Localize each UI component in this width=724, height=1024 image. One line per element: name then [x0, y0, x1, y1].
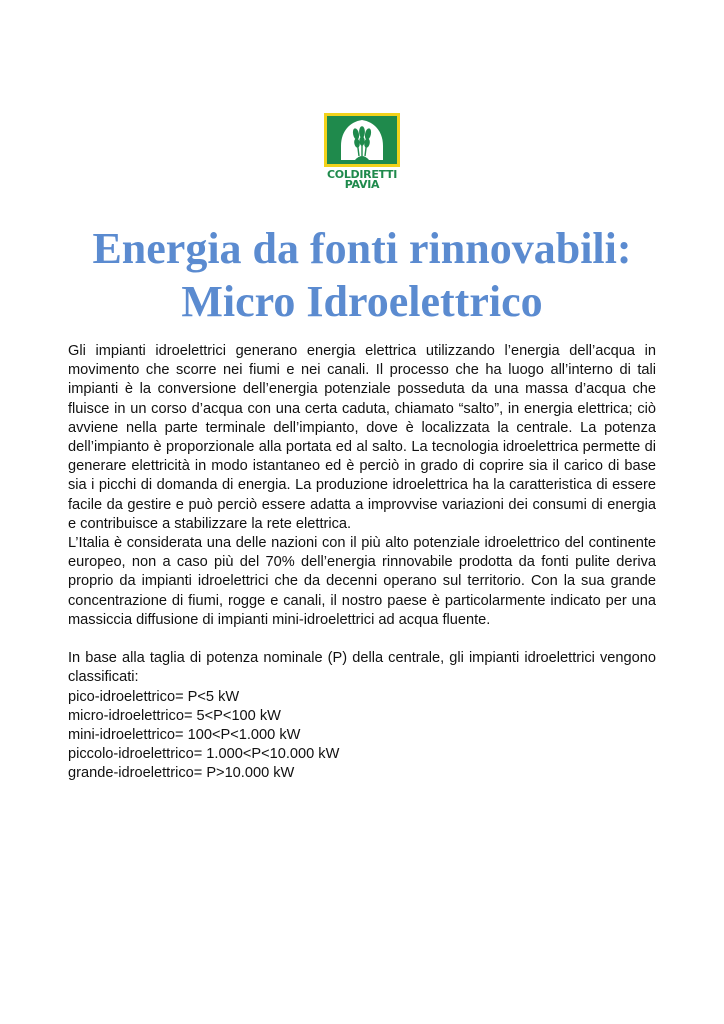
- list-item: mini-idroelettrico= 100<P<1.000 kW: [68, 727, 301, 744]
- list-item: grande-idroelettrico= P>10.000 kW: [68, 765, 295, 782]
- document-body: [68, 342, 656, 784]
- paragraph-spacer: [68, 630, 656, 649]
- title-line-2: Micro Idroelettrico: [181, 277, 543, 326]
- paragraph-classification: In base alla taglia di potenza nominale (P) della centrale, gli impianti idroelettrici vengono classificati:: [68, 650, 656, 686]
- logo-text-pavia: PAVIA: [344, 178, 380, 191]
- paragraph-italy: L’Italia è considerata una delle nazioni con il più alto potenziale idroelettrico del continente europeo, non a caso più del 70% dell’energia rinnovabile prodotta da fonti pulite deriva proprio da impianti idroelettrici che da decenni operano sul territorio. Con la sua grande concentrazione di fiumi, rogge e canali, il nostro paese è particolarmente indicato per una massiccia diffusione di impianti mini-idroelettrici ad acqua fluente.: [68, 535, 656, 628]
- paragraph-intro: Gli impianti idroelettrici generano energia elettrica utilizzando l’energia dell’acqua in movimento che scorre nei fiumi e nei canali. Il processo che ha luogo all’interno di tali impianti è la conversione dell’energia potenziale posseduta da una massa d’acqua che fluisce in un corso d’acqua con una certa caduta, chiamato “salto”, in energia elettrica; ciò avviene nella parte terminale dell’impianto, dove è localizzata la centrale. La potenza dell’impianto è proporzionale alla portata ed al salto. La tecnologia idroelettrica permette di generare elettricità in modo istantaneo ed è perciò in grado di coprire sia il carico di base sia i picchi di domanda di energia. La produzione idroelettrica ha la caratteristica di essere facile da gestire e può perciò essere adatta a improvvise variazioni dei consumi di energia e contribuisce a stabilizzare la rete elettrica.: [68, 343, 656, 532]
- logo-emblem: [324, 113, 400, 167]
- wheat-shield-icon: [327, 116, 397, 164]
- coldiretti-logo: [324, 113, 400, 193]
- list-item: pico-idroelettrico= P<5 kW: [68, 688, 240, 705]
- list-item: micro-idroelettrico= 5<P<100 kW: [68, 707, 281, 724]
- logo-text-coldiretti: COLDIRETTI: [327, 168, 397, 181]
- classification-list: [68, 688, 656, 784]
- title-line-1: Energia da fonti rinnovabili:: [92, 224, 632, 273]
- page-title: [40, 222, 684, 328]
- list-item: piccolo-idroelettrico= 1.000<P<10.000 kW: [68, 746, 340, 763]
